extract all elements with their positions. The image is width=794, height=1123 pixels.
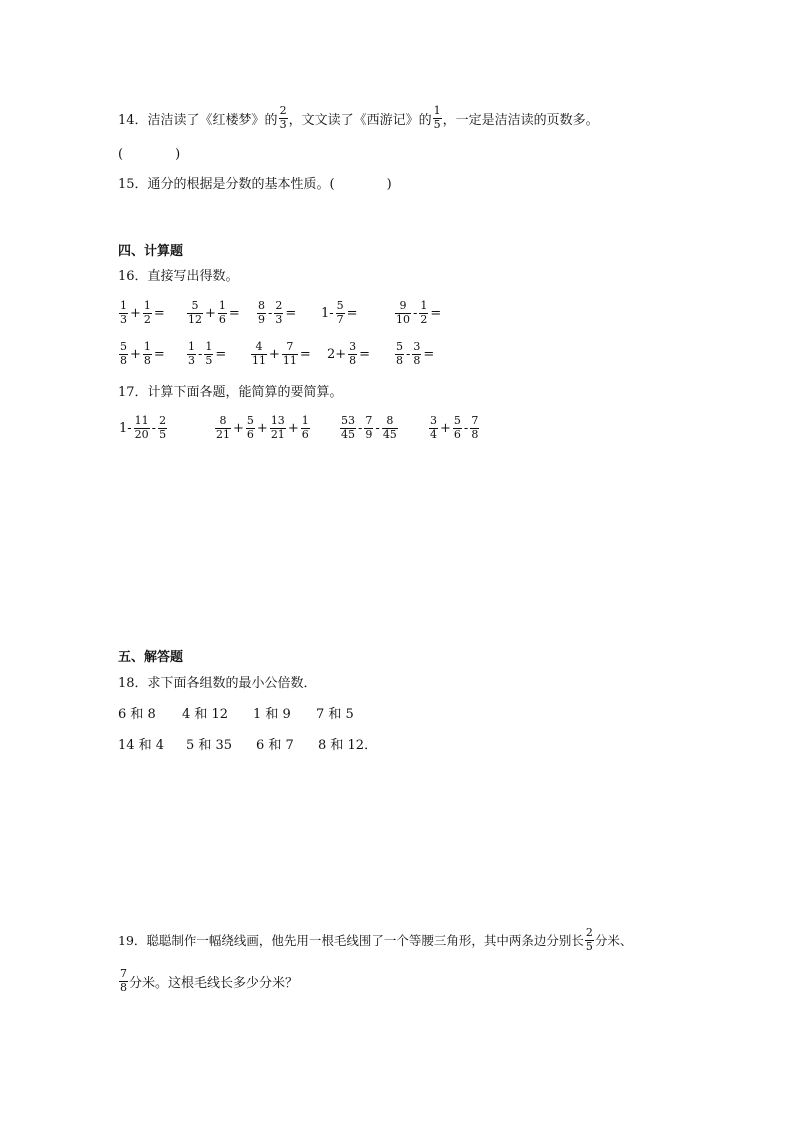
q14-text-3: ，一定是洁洁读的页数多。 <box>442 112 599 128</box>
question-17-title: 17．计算下面各题，能简算的要简算。 <box>118 385 343 400</box>
q16-r2-item-4: 2+ $\frac{3}{8}$ = <box>327 339 371 367</box>
q18-pair: 6 和 7 <box>256 738 294 753</box>
q18-pair: 5 和 35 <box>186 738 233 753</box>
question-16-title: 16．直接写出得数。 <box>118 269 239 284</box>
q19-fraction-2: 7 8 <box>120 966 127 994</box>
question-18-title: 18．求下面各组数的最小公倍数． <box>118 676 317 691</box>
question-19-line-2 <box>118 966 298 996</box>
question-14 <box>118 103 599 133</box>
q19-text-2: 分米、 <box>594 933 633 948</box>
question-15: 15．通分的根据是分数的基本性质。( ) <box>118 177 392 192</box>
q19-text-3: 分米。这根毛线长多少分米？ <box>129 975 299 991</box>
q16-r1-item-2: 5 12 + $\frac{1}{6}$ = <box>188 298 240 326</box>
q18-pair: 8 和 12． <box>318 738 378 753</box>
q14-text-2: ，文文读了《西游记》的 <box>288 112 432 128</box>
q18-pair: 7 和 5 <box>316 707 354 722</box>
q17-expr-4: 3 4 + $\frac{5}{6}$ - 7 8 <box>430 413 479 441</box>
q17-expr-1: 1- 11 20 - 2 5 <box>119 413 167 441</box>
q17-expr-2: 8 21 + $\frac{5}{6}$ + $\frac{13}{21}$ + $\frac{1}{6}$ <box>216 413 309 441</box>
q14-text-1: 14．洁洁读了《红楼梦》的 <box>118 112 278 128</box>
q19-text-1: 19．聪聪制作一幅绕线画，他先用一根毛线围了一个等腰三角形，其中两条边分别长 <box>118 933 584 948</box>
q16-r2-item-3: 4 11 + $\frac{7}{11}$ = <box>252 339 311 367</box>
q16-r2-item-2: 1 3 - $\frac{1}{5}$ = <box>188 339 227 367</box>
q16-r1-item-3: 8 9 - $\frac{2}{3}$ = <box>258 298 297 326</box>
q16-r1-item-5: 9 10 - $\frac{1}{2}$ = <box>396 298 442 326</box>
question-19 <box>118 925 632 955</box>
q14-fraction-2: 1 5 <box>433 103 441 131</box>
section-5-title: 五、解答题 <box>118 650 184 665</box>
q17-expr-3: 53 45 - 7 9 - 8 45 <box>341 413 397 441</box>
q16-r1-item-1: 1 3 + $\frac{1}{2}$ = <box>120 298 165 326</box>
q19-fraction-1: 2 5 <box>585 925 593 953</box>
q16-r2-item-1: 5 8 + $\frac{1}{8}$ = <box>120 339 165 367</box>
q18-pair: 6 和 8 <box>118 707 156 722</box>
q18-pair: 4 和 12 <box>182 707 229 722</box>
q16-r1-item-4: 1- $\frac{5}{7}$ = <box>321 298 358 326</box>
q14-answer-paren[interactable]: ( ) <box>118 147 181 162</box>
q18-pair: 1 和 9 <box>253 707 291 722</box>
q14-fraction-1: 2 3 <box>279 103 287 131</box>
section-4-title: 四、计算题 <box>118 244 184 259</box>
q16-r2-item-5: 5 8 - $\frac{3}{8}$ = <box>396 339 435 367</box>
q18-pair: 14 和 4 <box>118 738 165 753</box>
